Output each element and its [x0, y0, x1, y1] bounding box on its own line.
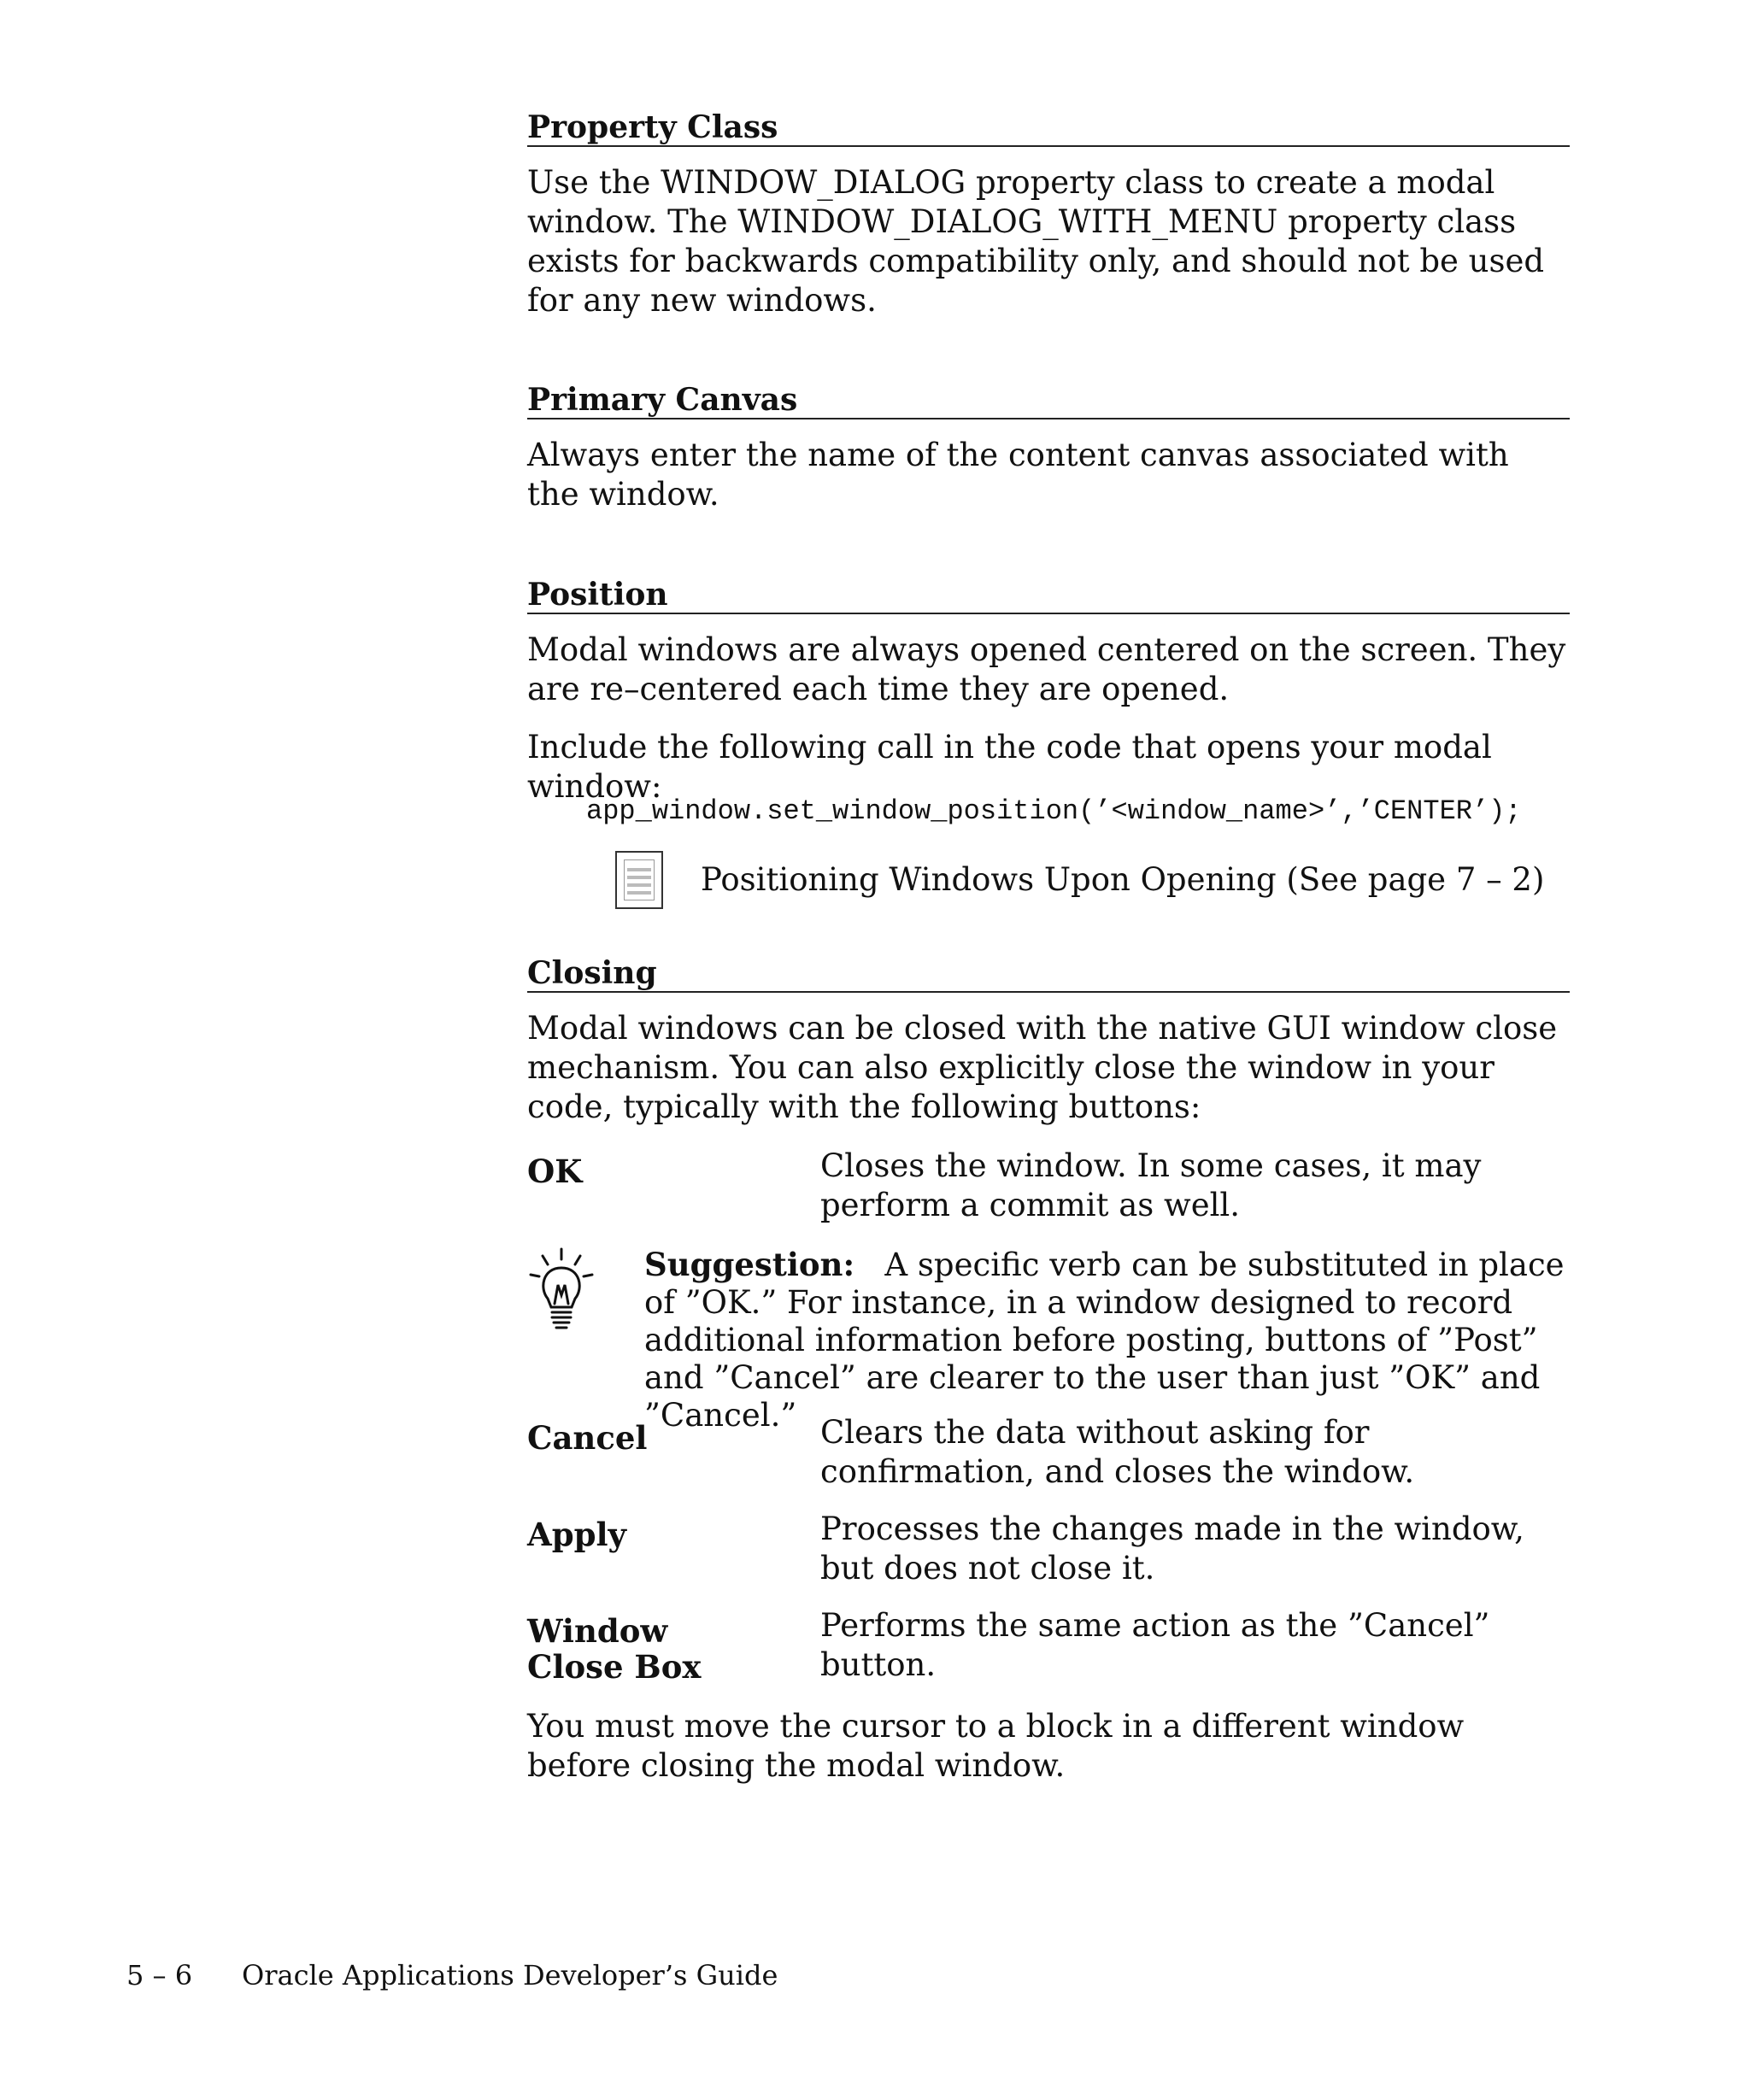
document-icon [615, 851, 663, 909]
definition-window-close-box: Performs the same action as the ”Cancel” button. [820, 1607, 1490, 1683]
cross-reference[interactable] [615, 851, 1544, 909]
section-closing [527, 955, 1570, 1127]
term-cancel: Cancel [527, 1419, 648, 1457]
suggestion-text [644, 1246, 1576, 1434]
suggestion-body: A specific verb can be substituted in place of ”OK.” For instance, in a window designed to record additional information before posting, buttons of ”Post” and ”Cancel” are clearer to the user than just ”OK” and ”Cancel.” [644, 1247, 1565, 1434]
definition-cancel: Clears the data without asking for confirmation, and closes the window. [820, 1414, 1415, 1490]
term-window-close-box: Window Close Box [527, 1612, 702, 1686]
cross-reference-link[interactable]: Positioning Windows Upon Opening (See page 7 – 2) [701, 861, 1545, 898]
property-class-paragraph: Use the WINDOW_DIALOG property class to create a modal window. The WINDOW_DIALOG_WITH_MENU property class exists for backwards compatibility only, and should not be used for any new windows. [527, 164, 1545, 319]
code-snippet: app_window.set_window_position(’<window_name>’,’CENTER’); [586, 795, 1522, 827]
closing-note: You must move the cursor to a block in a different window before closing the modal window. [527, 1708, 1465, 1784]
primary-canvas-paragraph: Always enter the name of the content canvas associated with the window. [527, 437, 1509, 513]
term-apply: Apply [527, 1516, 627, 1553]
heading-property-class: Property Class [527, 109, 1570, 147]
heading-position: Position [527, 577, 1570, 614]
section-primary-canvas [527, 382, 1570, 514]
position-paragraph: Modal windows are always opened centered on the screen. They are re–centered each time they are opened. [527, 631, 1566, 707]
suggestion-label: Suggestion: [644, 1246, 855, 1283]
position-instruction: Include the following call in the code that opens your modal window: [527, 729, 1492, 805]
definition-apply: Processes the changes made in the window, but does not close it. [820, 1510, 1524, 1587]
section-property-class [527, 109, 1570, 320]
book-title: Oracle Applications Developer’s Guide [242, 1959, 778, 1991]
heading-closing: Closing [527, 955, 1570, 993]
definition-ok: Closes the window. In some cases, it may perform a commit as well. [820, 1147, 1482, 1223]
term-ok: OK [527, 1153, 583, 1190]
closing-paragraph: Modal windows can be closed with the native GUI window close mechanism. You can also explicitly close the window in your code, typically with the following buttons: [527, 1010, 1558, 1125]
lightbulb-icon [527, 1247, 596, 1341]
section-position [527, 577, 1570, 807]
page-number: 5 – 6 [126, 1959, 193, 1991]
heading-primary-canvas: Primary Canvas [527, 382, 1570, 419]
closing-note-block [527, 1707, 1570, 1786]
